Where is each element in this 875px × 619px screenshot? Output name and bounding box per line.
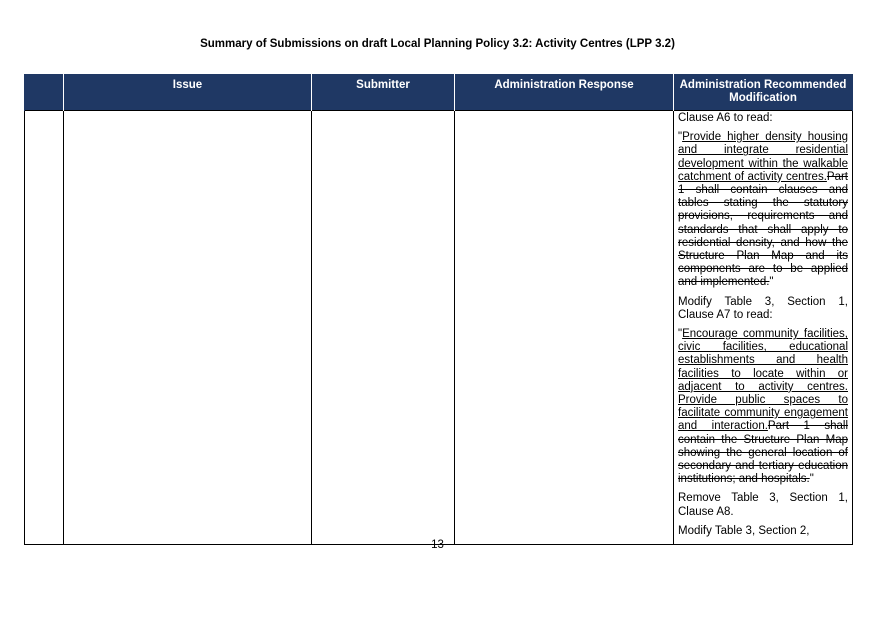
submissions-table [24,74,853,545]
inserted-text: Encourage community facilities, civic facilities, educational establishments and health facilities to locate within or adjacent to activity centres. Provide public spaces to facilitate community engagement and interaction. [678,328,848,433]
page-number: 13 [431,539,444,551]
quote-open: " [678,328,683,341]
modification-paragraph [678,328,848,486]
modification-paragraph: Clause A6 to read: [678,112,773,124]
cell-response [455,111,674,545]
cell-number [25,111,64,545]
header-submitter: Submitter [312,75,455,111]
cell-modification [674,111,853,545]
quote-close: " [769,276,774,289]
modification-paragraph: Modify Table 3, Section 1, Clause A7 to read: [678,295,848,321]
document-title: Summary of Submissions on draft Local Planning Policy 3.2: Activity Centres (LPP 3.2) [200,38,675,50]
modification-paragraph: Remove Table 3, Section 1, Clause A8. [678,492,848,518]
cell-submitter [312,111,455,545]
header-number [25,75,64,111]
table-header-row [25,75,853,111]
modification-paragraph: Modify Table 3, Section 2, [678,524,810,537]
modification-paragraph [678,131,848,289]
quote-close: " [809,473,814,486]
header-issue: Issue [64,75,312,111]
header-recommended-modification: Administration Recommended Modification [674,75,853,111]
cell-issue [64,111,312,545]
deleted-text: Part 1 shall contain clauses and tables stating the statutory provisions, requirements and standards that shall apply to residential density, and how the Structure Plan Map and its components are to be applied and implemented. [678,170,848,289]
inserted-text: Provide higher density housing and integrate residential development within the walkable catchment of activity centres. [678,131,848,183]
quote-open: " [678,131,683,144]
header-administration-response: Administration Response [455,75,674,111]
deleted-text: Part 1 shall contain the Structure Plan Map showing the general location of secondary and tertiary education institutions; and hospitals. [678,420,849,486]
table-row [25,111,853,545]
